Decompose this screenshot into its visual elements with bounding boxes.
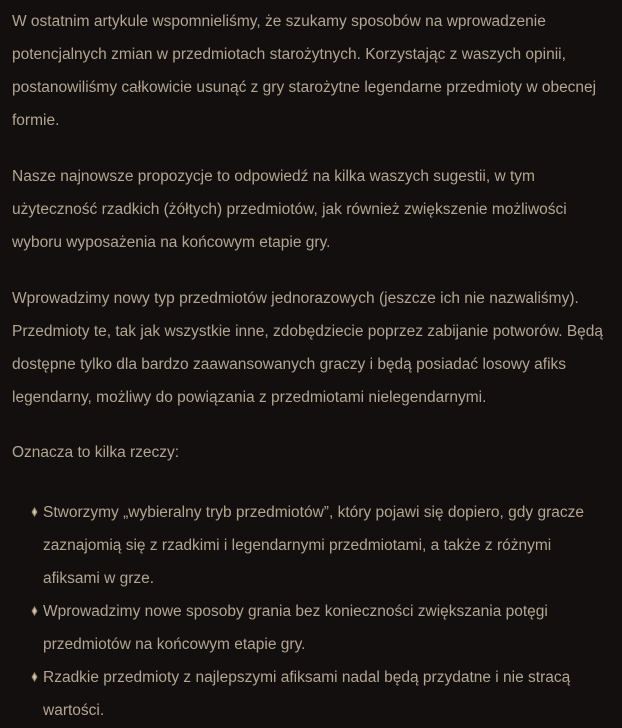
paragraph-new-items: Wprowadzimy nowy typ przedmiotów jednorazowych (jeszcze ich nie nazwaliśmy). Przedmioty te, tak jak wszystkie inne, zdobędziecie poprzez zabijanie potworów. Będą dostępne tylko dla bardzo zaawansowanych graczy i będą posiadać losowy afiks legendarny, możliwy do powiązania z przedmiotami nielegendarnymi. bbox=[12, 290, 604, 406]
bullet-list bbox=[12, 496, 610, 727]
list-item-text: Stworzymy „wybieralny tryb przedmiotów”, który pojawi się dopiero, gdy gracze zaznajomią się z rzadkimi i legendarnymi przedmiotami, a także z różnymi afiksami w grze. bbox=[43, 504, 584, 587]
small-diamond-bullet-icon bbox=[30, 671, 39, 683]
list-item bbox=[30, 595, 610, 661]
small-diamond-bullet-icon bbox=[30, 506, 39, 518]
list-item-text: Wprowadzimy nowe sposoby grania bez konieczności zwiększania potęgi przedmiotów na końcowym etapie gry. bbox=[43, 603, 548, 653]
paragraph-meaning: Oznacza to kilka rzeczy: bbox=[12, 444, 180, 461]
list-item-text: Rzadkie przedmioty z najlepszymi afiksami nadal będą przydatne i nie stracą wartości. bbox=[43, 669, 571, 719]
small-diamond-bullet-icon bbox=[30, 605, 39, 617]
list-item bbox=[30, 661, 610, 727]
paragraph-proposals: Nasze najnowsze propozycje to odpowiedź na kilka waszych sugestii, w tym użyteczność rzadkich (żółtych) przedmiotów, jak również zwiększenie możliwości wyboru wyposażenia na końcowym etapie gry. bbox=[12, 168, 567, 251]
paragraph-intro: W ostatnim artykule wspomnieliśmy, że szukamy sposobów na wprowadzenie potencjalnych zmian w przedmiotach starożytnych. Korzystając z waszych opinii, postanowiliśmy całkowicie usunąć z gry starożytne legendarne przedmioty w obecnej formie. bbox=[12, 13, 597, 129]
list-item bbox=[30, 496, 610, 595]
